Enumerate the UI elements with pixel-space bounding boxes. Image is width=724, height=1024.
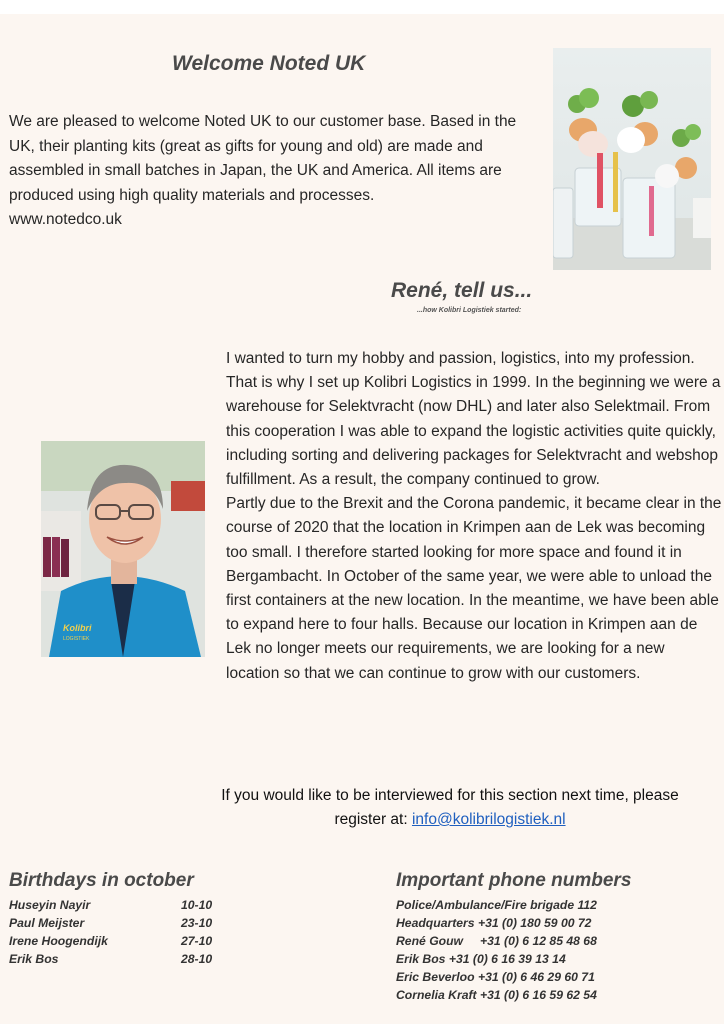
story-paragraph: Partly due to the Brexit and the Corona pandemic, it became clear in the course of 2020 that the location in Krimpen aan de Lek was becoming too small. I therefore started looking for more space and found it in Bergambacht. In October of the same year, we were able to unload the first containers at the new location. In the meantime, we have been able to expand here to four halls. Because our location in Krimpen aan de Lek no longer meets our requirements, we are looking for a new location so that we can continue to grow with our customers. — [226, 495, 722, 682]
interview-story — [226, 347, 722, 686]
birthday-row — [9, 896, 212, 914]
phone-row: René Gouw +31 (0) 6 12 85 48 68 — [396, 934, 597, 948]
birthday-date: 10-10 — [181, 898, 213, 912]
birthday-date: 27-10 — [181, 934, 213, 948]
phone-row: Headquarters +31 (0) 180 59 00 72 — [396, 916, 592, 930]
portrait-photo — [41, 441, 205, 657]
welcome-url[interactable]: www.notedco.uk — [9, 211, 122, 228]
story-paragraph: I wanted to turn my hobby and passion, logistics, into my profession. That is why I set up Kolibri Logistics in 1999. In the beginning we were a warehouse for Selektvracht (now DHL) and later also Selektmail. From this cooperation I was able to expand the logistic activities quite quickly, including sorting and delivering packages for Selektvracht and webshop fulfillment. As a result, the company continued to grow. — [226, 350, 721, 489]
birthday-row — [9, 932, 212, 950]
phone-row: Cornelia Kraft +31 (0) 6 16 59 62 54 — [396, 988, 597, 1002]
email-link[interactable]: info@kolibrilogistiek.nl — [411, 811, 566, 828]
birthday-name: Huseyin Nayir — [9, 898, 91, 912]
birthday-date: 28-10 — [181, 952, 213, 966]
phone-row: Erik Bos +31 (0) 6 16 39 13 14 — [396, 952, 566, 966]
phones-title: Important phone numbers — [396, 870, 632, 891]
birthdays-list — [9, 896, 212, 968]
birthday-row — [9, 950, 212, 968]
phone-row: Police/Ambulance/Fire brigade 112 — [396, 898, 597, 912]
phone-row: Eric Beverloo +31 (0) 6 46 29 60 71 — [396, 970, 595, 984]
interview-call-to-action — [200, 784, 700, 832]
birthday-date: 23-10 — [181, 916, 213, 930]
shirt-logo-sub: LOGISTIEK — [63, 636, 90, 642]
phones-list — [396, 896, 597, 1004]
shirt-logo-text: Kolibri — [63, 623, 92, 633]
planting-kit-photo — [553, 48, 711, 270]
birthdays-title: Birthdays in october — [9, 870, 194, 891]
interview-subtitle: ...how Kolibri Logistiek started: — [417, 307, 522, 314]
cta-text: If you would like to be interviewed for this section next time, please register at: — [221, 787, 679, 828]
welcome-body — [9, 110, 544, 233]
interview-title: René, tell us... — [391, 279, 533, 302]
birthday-name: Paul Meijster — [9, 916, 85, 930]
birthday-name: Irene Hoogendijk — [9, 934, 108, 948]
welcome-text: We are pleased to welcome Noted UK to our customer base. Based in the UK, their planting kits (great as gifts for young and old) are made and assembled in small batches in Japan, the UK and America. All items are produced using high quality materials and processes. — [9, 113, 517, 204]
birthday-row — [9, 914, 212, 932]
birthday-name: Erik Bos — [9, 952, 59, 966]
welcome-title: Welcome Noted UK — [172, 52, 366, 75]
